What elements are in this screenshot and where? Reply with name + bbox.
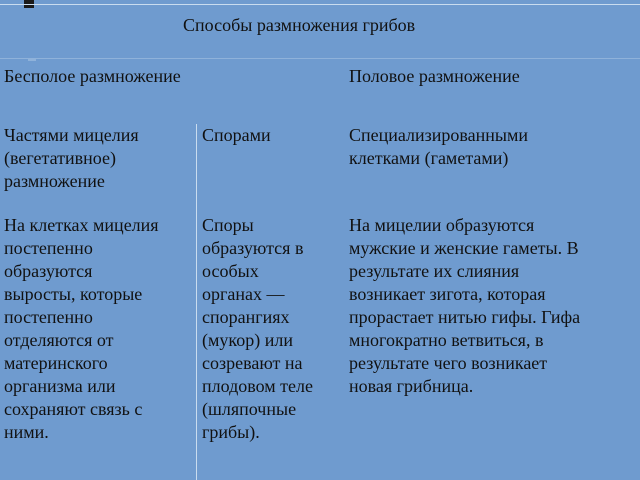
subheader-spores: Спорами — [202, 125, 271, 145]
description-mycelium: На клетках мицелия постепенно образуются выросты, которые постепенно отделяются от материнского организма или сохраняют связь с ними. — [4, 215, 159, 442]
table-border-top — [0, 4, 640, 5]
table-divider-left — [196, 124, 197, 480]
description-spores: Споры образуются в особых органах — спорангиях (мукор) или созревают на плодовом теле (шляпочные грибы). — [202, 215, 314, 442]
header-asexual: Бесполое размножение — [4, 66, 181, 86]
subheader-gametes: Специализированными клетками (гаметами) — [349, 125, 529, 168]
table-title: Способы размножения грибов — [183, 15, 416, 35]
table-border-header — [0, 58, 640, 59]
subheader-mycelium: Частями мицелия (вегетативное) размножение — [4, 125, 139, 191]
description-gametes: На мицелии образуются мужские и женские гаметы. В результате их слияния возникает зигота, которая прорастает нитью гифы. Гифа многократно ветвиться, в результате чего возникает новая грибница. — [349, 215, 581, 396]
header-sexual: Половое размножение — [349, 66, 520, 86]
